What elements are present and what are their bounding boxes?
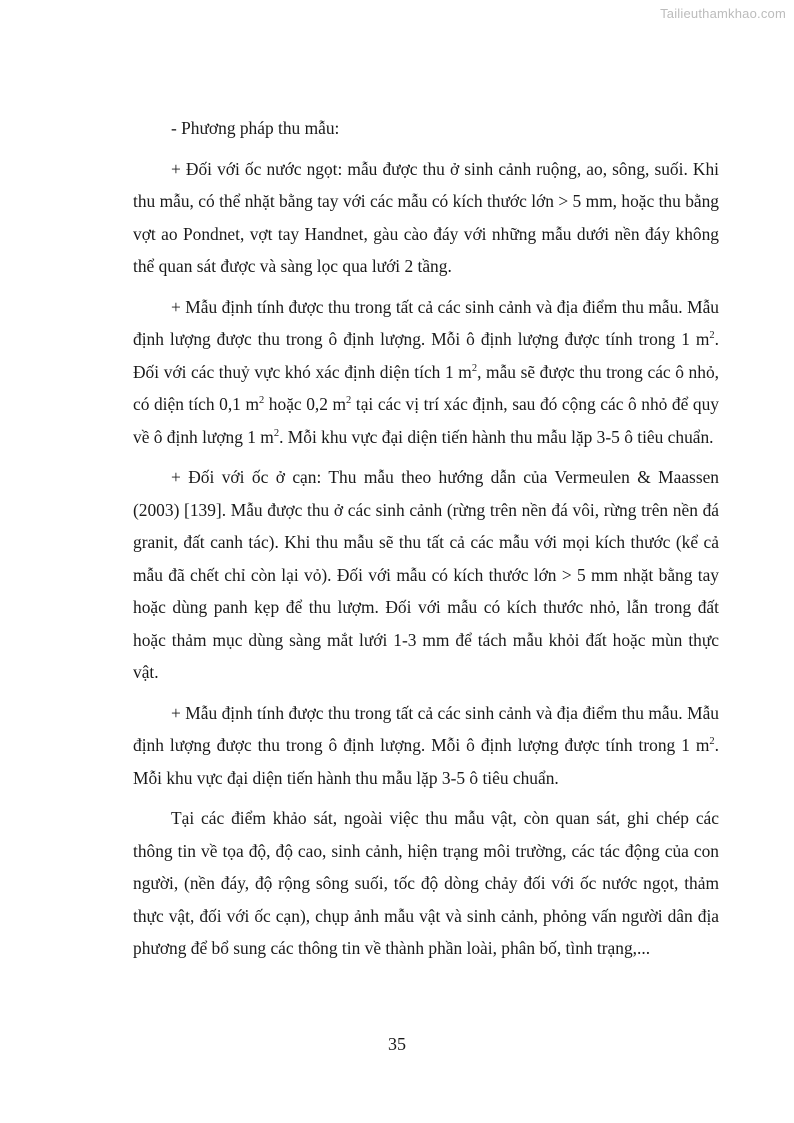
text-run: . Đối với các thuỷ vực khó xác định diện tích 1 m [133,329,719,382]
superscript: 2 [258,395,265,407]
text-run: . Mỗi khu vực đại diện tiến hành thu mẫu lặp 3-5 ô tiêu chuẩn. [279,426,714,447]
text-run: + Mẫu định tính được thu trong tất cả các sinh cảnh và địa điểm thu mẫu. Mẫu định lượng được thu trong ô định lượng. Mỗi ô định lượng được tính trong 1 m [133,296,719,349]
paragraph-land-snails: + Đối với ốc ở cạn: Thu mẫu theo hướng dẫn của Vermeulen & Maassen (2003) [139]. Mẫu được thu ở các sinh cảnh (rừng trên nền đá vôi, rừng trên nền đá granit, đất canh tác). Khi thu mẫu sẽ thu tất cả các mẫu với mọi kích thước (kể cả mẫu đã chết chỉ còn lại vỏ). Đối với mẫu có kích thước lớn > 5 mm nhặt bằng tay hoặc dùng panh kẹp để thu lượm. Đối với mẫu có kích thước nhỏ, lẫn trong đất hoặc thảm mục dùng sàng mắt lưới 1-3 mm để tách mẫu khỏi đất hoặc mùn thực vật. [133,467,719,682]
paragraph-qualitative-quantitative-2 [133,697,719,795]
text-run: . Mỗi khu vực đại diện tiến hành thu mẫu lặp 3-5 ô tiêu chuẩn. [133,735,719,788]
text-run: + Mẫu định tính được thu trong tất cả các sinh cảnh và địa điểm thu mẫu. Mẫu định lượng được thu trong ô định lượng. Mỗi ô định lượng được tính trong 1 m [133,702,719,755]
text-run: hoặc 0,2 m [264,394,347,414]
document-body [133,112,719,965]
text-run: tại các vị trí xác định, sau đó cộng các ô nhỏ để quy về ô định lượng 1 m [133,394,720,447]
watermark: Tailieuthamkhao.com [660,6,786,21]
text-run: , mẫu sẽ được thu trong các ô nhỏ, có diện tích 0,1 m [133,361,719,414]
superscript: 2 [709,330,715,342]
superscript: 2 [471,362,478,374]
superscript: 2 [346,395,352,407]
page-number: 35 [388,1034,406,1054]
superscript: 2 [273,427,280,439]
paragraph-survey-points: Tại các điểm khảo sát, ngoài việc thu mẫu vật, còn quan sát, ghi chép các thông tin về tọa độ, độ cao, sinh cảnh, hiện trạng môi trường, các tác động của con người, (nền đáy, độ rộng sông suối, tốc độ dòng chảy đối với ốc nước ngọt, thảm thực vật, đối với ốc cạn), chụp ảnh mẫu vật và sinh cảnh, phỏng vấn người dân địa phương để bổ sung các thông tin về thành phần loài, phân bố, tình trạng,... [133,808,719,958]
paragraph-freshwater-snails: + Đối với ốc nước ngọt: mẫu được thu ở sinh cảnh ruộng, ao, sông, suối. Khi thu mẫu, có thể nhặt bằng tay với các mẫu có kích thước lớn > 5 mm, hoặc thu bằng vợt ao Pondnet, vợt tay Handnet, gàu cào đáy với những mẫu dưới nền đáy không thể quan sát được và sàng lọc qua lưới 2 tầng. [133,158,719,276]
paragraph-qualitative-quantitative-1 [133,291,719,454]
section-label: - Phương pháp thu mẫu: [171,118,340,138]
superscript: 2 [709,736,715,748]
